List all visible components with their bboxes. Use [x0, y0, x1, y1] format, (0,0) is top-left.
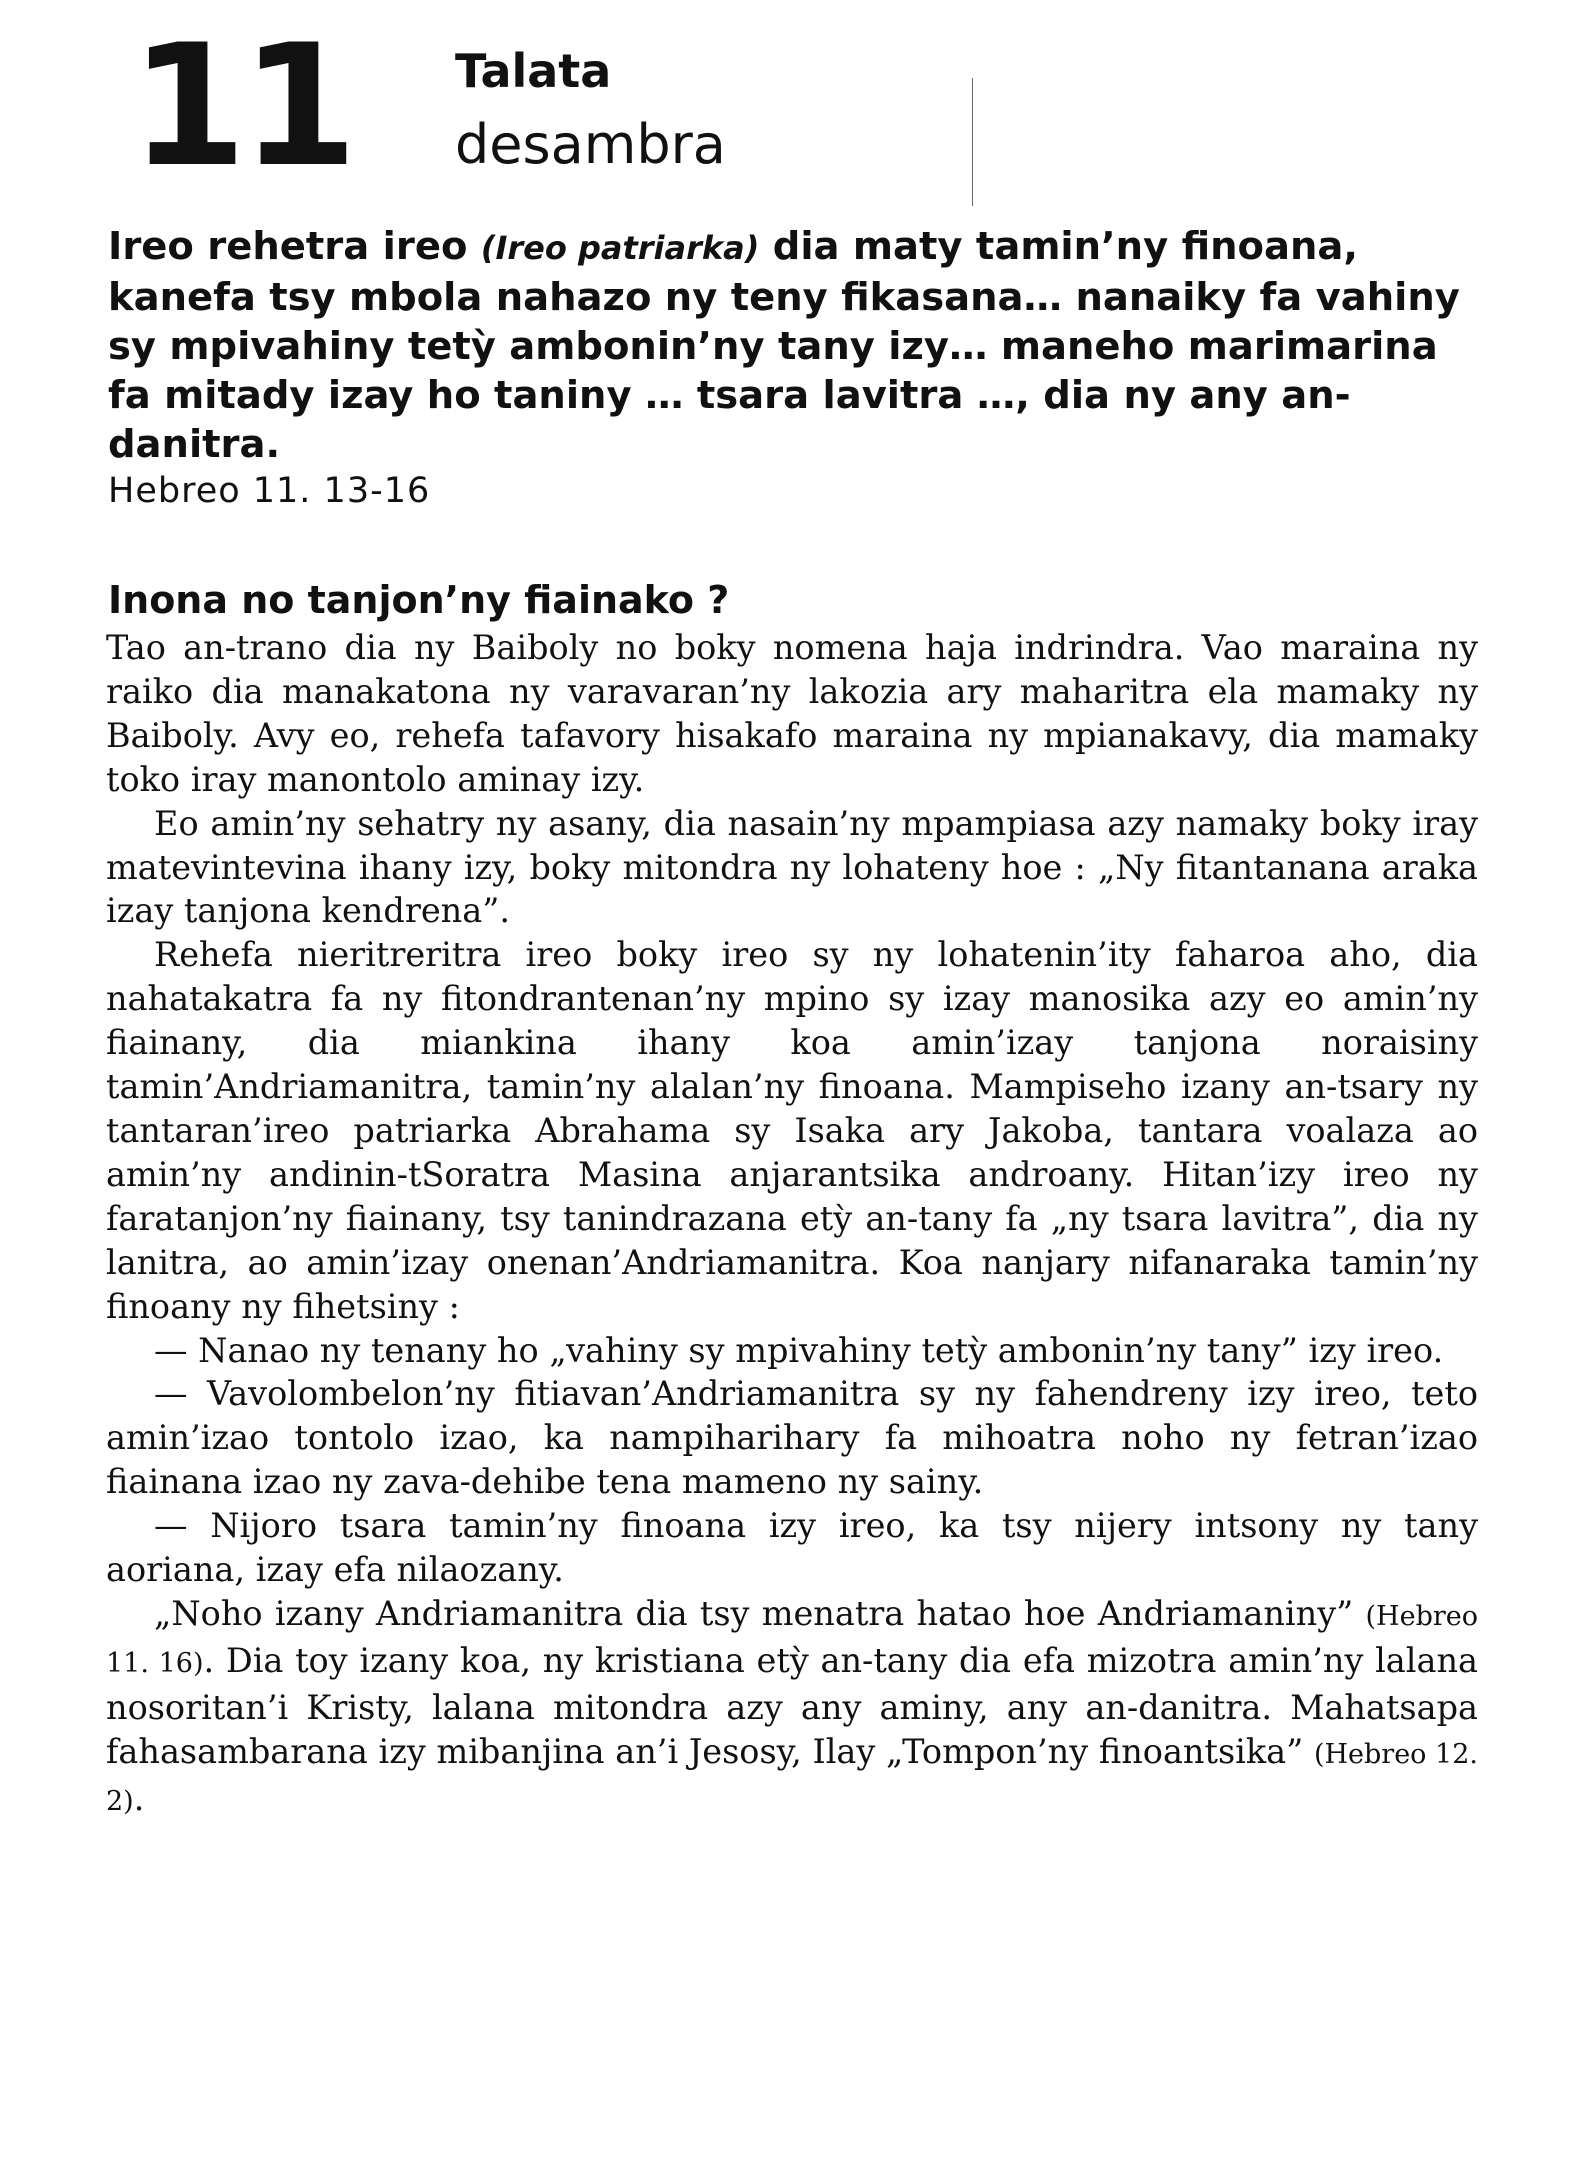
section-title: Inona no tanjon’ny fiainako ? — [108, 578, 730, 622]
verse-text — [108, 222, 1478, 469]
paragraph-4-part-b: . Dia toy izany koa, ny kristiana etỳ an-tany dia efa mizotra amin’ny lalana nosoritan’i Kristy, lalana mitondra azy any aminy, any an-danitra. Mahatsapa fahasambarana izy mibanjina an’i Jesosy, Ilay „Tompon’ny finoantsika” — [106, 1640, 1478, 1771]
verse-aside: (Ireo patriarka) — [480, 229, 760, 267]
paragraph-1: Tao an-trano dia ny Baiboly no boky nomena haja indrindra. Vao maraina ny raiko dia manakatona ny varavaran’ny lakozia ary maharitra ela mamaky ny Baiboly. Avy eo, rehefa tafavory hisakafo maraina ny mpianakavy, dia mamaky toko iray manontolo aminay izy. — [106, 628, 1478, 799]
month: desambra — [455, 113, 726, 176]
scripture-reference: (Hebreo 12. 2) — [106, 1738, 1478, 1817]
list-item: — Vavolombelon’ny fitiavan’Andriamanitra sy ny fahendreny izy ireo, teto amin’izao tontolo izao, ka nampiharihary fa mihoatra noho ny fetran’izao fiainana izao ny zava-dehibe tena mameno ny sainy. — [106, 1374, 1478, 1502]
paragraph-3: Rehefa nieritreritra ireo boky ireo sy ny lohatenin’ity faharoa aho, dia nahatakatra fa ny fitondrantenan’ny mpino sy izay manosika azy eo amin’ny fiainany, dia miankina ihany koa amin’izay tanjona noraisiny tamin’Andriamanitra, tamin’ny alalan’ny finoana. Mampiseho izany an-tsary ny tantaran’ireo patriarka Abrahama sy Isaka ary Jakoba, tantara voalaza ao amin’ny andinin-tSoratra Masina anjarantsika androany. Hitan’izy ireo ny faratanjon’ny fiainany, tsy tanindrazana etỳ an-tany fa „ny tsara lavitra”, dia ny lanitra, ao amin’izay onenan’Andriamanitra. Koa nanjary nifanaraka tamin’ny finoany ny fihetsiny : — [106, 935, 1478, 1326]
scripture-reference: (Hebreo 11. 16) — [106, 1600, 1478, 1679]
body-text — [106, 626, 1478, 1823]
paragraph-4-part-c: . — [133, 1778, 145, 1818]
list-item: — Nijoro tsara tamin’ny finoana izy ireo, ka tsy nijery intsony ny tany aoriana, izay efa nilaozany. — [106, 1506, 1478, 1590]
date-header — [130, 8, 850, 204]
verse-block — [108, 222, 1478, 513]
header-divider — [972, 78, 973, 206]
paragraph-4 — [106, 1592, 1478, 1824]
verse-reference: Hebreo 11. 13-16 — [108, 471, 431, 511]
verse-part-1: Ireo rehetra ireo — [108, 224, 481, 269]
verse-part-2: dia maty tamin’ny finoana, kanefa tsy mbola nahazo ny teny fikasana… nanaiky fa vahiny sy mpivahiny tetỳ ambonin’ny tany izy… maneho marimarina fa mitady izay ho taniny … tsara lavitra …, dia ny any an-danitra. — [108, 224, 1460, 467]
day-number: 11 — [130, 8, 352, 204]
weekday: Talata — [455, 44, 612, 98]
list-item: — Nanao ny tenany ho „vahiny sy mpivahiny tetỳ ambonin’ny tany” izy ireo. — [154, 1330, 1444, 1370]
paragraph-4-part-a: „Noho izany Andriamanitra dia tsy menatra hatao hoe Andriamaniny” — [154, 1593, 1366, 1633]
paragraph-2: Eo amin’ny sehatry ny asany, dia nasain’ny mpampiasa azy namaky boky iray matevintevina ihany izy, boky mitondra ny lohateny hoe : „Ny fitantanana araka izay tanjona kendrena”. — [106, 803, 1478, 931]
